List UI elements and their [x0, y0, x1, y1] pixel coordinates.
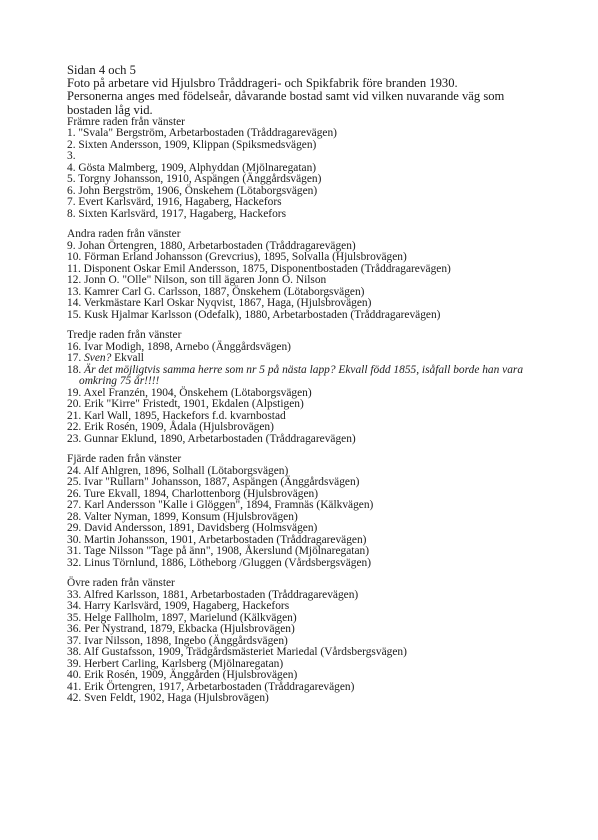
item-number: 17. [67, 352, 82, 365]
uncertain-name: Sven? [84, 352, 112, 365]
list-item: 28. Valter Nyman, 1899, Konsum (Hjulsbrovägen) [67, 510, 298, 523]
list-item: 39. Herbert Carling, Karlsberg (Mjölnaregatan) [67, 657, 284, 670]
list-item: 26. Ture Ekvall, 1894, Charlottenborg (Hjulsbrovägen) [67, 487, 318, 500]
list-item: 13. Kamrer Carl G. Carlsson, 1887, Önskehem (Lötaborgsvägen) [67, 285, 365, 298]
list-item: 23. Gunnar Eklund, 1890, Arbetarbostaden (Tråddragarevägen) [67, 432, 356, 445]
list-item: 9. Johan Örtengren, 1880, Arbetarbostaden (Tråddragarevägen) [67, 239, 356, 252]
list-item: 34. Harry Karlsvärd, 1909, Hagaberg, Hackefors [67, 600, 290, 613]
list-item: 4. Gösta Malmberg, 1909, Alphyddan (Mjölnaregatan) [67, 161, 317, 174]
item-name-rest: Ekvall [114, 352, 144, 365]
section-top-row [67, 578, 558, 705]
section-title: Tredje raden från vänster [67, 329, 182, 342]
list-item: 19. Axel Franzén, 1904, Önskehem (Lötaborgsvägen) [67, 386, 312, 399]
section-third-row [67, 330, 558, 445]
section-title: Fjärde raden från vänster [67, 453, 182, 466]
list-item: 36. Per Nystrand, 1879, Ekbacka (Hjulsbrovägen) [67, 623, 295, 636]
annotation-note: omkring 75 år!!!! [79, 375, 160, 388]
list-item: 24. Alf Ahlgren, 1896, Solhall (Lötaborgsvägen) [67, 464, 289, 477]
list-item: 42. Sven Feldt, 1902, Haga (Hjulsbrovägen) [67, 692, 269, 705]
description-line: bostaden låg vid. [67, 102, 153, 117]
annotation-note: Är det möjligtvis samma herre som nr 5 på nästa lapp? Ekvall född 1855, isåfall borde han vara [84, 363, 524, 376]
list-item: 16. Ivar Modigh, 1898, Arnebo (Änggårdsvägen) [67, 340, 291, 353]
section-title: Andra raden från vänster [67, 228, 181, 241]
list-item: 14. Verkmästare Karl Oskar Nyqvist, 1867, Haga, (Hjulsbrovägen) [67, 297, 372, 310]
list-item: 31. Tage Nilsson "Tage på änn", 1908, Åkerslund (Mjölnaregatan) [67, 545, 369, 558]
list-item: 40. Erik Rosén, 1909, Änggården (Hjulsbrovägen) [67, 669, 298, 682]
list-item: 7. Evert Karlsvärd, 1916, Hagaberg, Hackefors [67, 196, 282, 209]
list-item: 29. David Andersson, 1891, Davidsberg (Holmsvägen) [67, 522, 318, 535]
photo-caption: Foto på arbetare vid Hjulsbro Tråddrageri- och Spikfabrik före branden 1930. [67, 76, 458, 91]
list-item: 11. Disponent Oskar Emil Andersson, 1875, Disponentbostaden (Tråddragarevägen) [67, 262, 451, 275]
list-item: 12. Jonn O. "Olle" Nilson, son till ägaren Jonn O. Nilson [67, 274, 327, 287]
list-item: 22. Erik Rosén, 1909, Ådala (Hjulsbrovägen) [67, 421, 274, 434]
list-item: 33. Alfred Karlsson, 1881, Arbetarbostaden (Tråddragarevägen) [67, 588, 359, 601]
list-item: 35. Helge Fallholm, 1897, Marielund (Kälkvägen) [67, 611, 297, 624]
list-item: 37. Ivar Nilsson, 1898, Ingebo (Änggårdsvägen) [67, 634, 288, 647]
list-item: 21. Karl Wall, 1895, Hackefors f.d. kvarnbostad [67, 409, 286, 422]
list-item: 32. Linus Törnlund, 1886, Lötheborg /Gluggen (Vårdsbergsvägen) [67, 556, 372, 569]
list-item: 25. Ivar "Rullarn" Johansson, 1887, Aspängen (Änggårdsvägen) [67, 476, 360, 489]
section-front-row [67, 117, 558, 221]
list-item: 41. Erik Örtengren, 1917, Arbetarbostaden (Tråddragarevägen) [67, 680, 355, 693]
list-item: 5. Torgny Johansson, 1910, Aspängen (Änggårdsvägen) [67, 173, 322, 186]
item-number: 18. [67, 363, 82, 376]
description-line: Personerna anges med födelseår, dåvarande bostad samt vid vilken nuvarande väg som [67, 89, 505, 104]
intro-block [67, 64, 558, 117]
list-item: 20. Erik "Kirre" Fristedt, 1901, Ekdalen (Alpstigen) [67, 398, 304, 411]
list-item: 1. "Svala" Bergström, Arbetarbostaden (Tråddragarevägen) [67, 127, 337, 140]
list-item: 2. Sixten Andersson, 1909, Klippan (Spiksmedsvägen) [67, 138, 317, 151]
page-reference: Sidan 4 och 5 [67, 63, 136, 77]
list-item: 6. John Bergström, 1906, Önskehem (Lötaborgsvägen) [67, 184, 318, 197]
list-item: 27. Karl Andersson "Kalle i Glöggen", 1894, Framnäs (Kälkvägen) [67, 499, 374, 512]
list-item: 3. [67, 150, 76, 163]
list-item: 38. Alf Gustafsson, 1909, Trädgårdsmästeriet Mariedal (Vårdsbergsvägen) [67, 646, 407, 659]
list-item: 15. Kusk Hjalmar Karlsson (Odefalk), 1880, Arbetarbostaden (Tråddragarevägen) [67, 308, 441, 321]
list-item: 10. Förman Erland Johansson (Grevcrius), 1895, Solvalla (Hjulsbrovägen) [67, 251, 407, 264]
section-fourth-row [67, 454, 558, 569]
section-second-row [67, 229, 558, 321]
list-item: 8. Sixten Karlsvärd, 1917, Hagaberg, Hackefors [67, 207, 286, 220]
section-title: Främre raden från vänster [67, 115, 185, 128]
list-item: 30. Martin Johansson, 1901, Arbetarbostaden (Tråddragarevägen) [67, 533, 367, 546]
section-title: Övre raden från vänster [67, 577, 175, 590]
